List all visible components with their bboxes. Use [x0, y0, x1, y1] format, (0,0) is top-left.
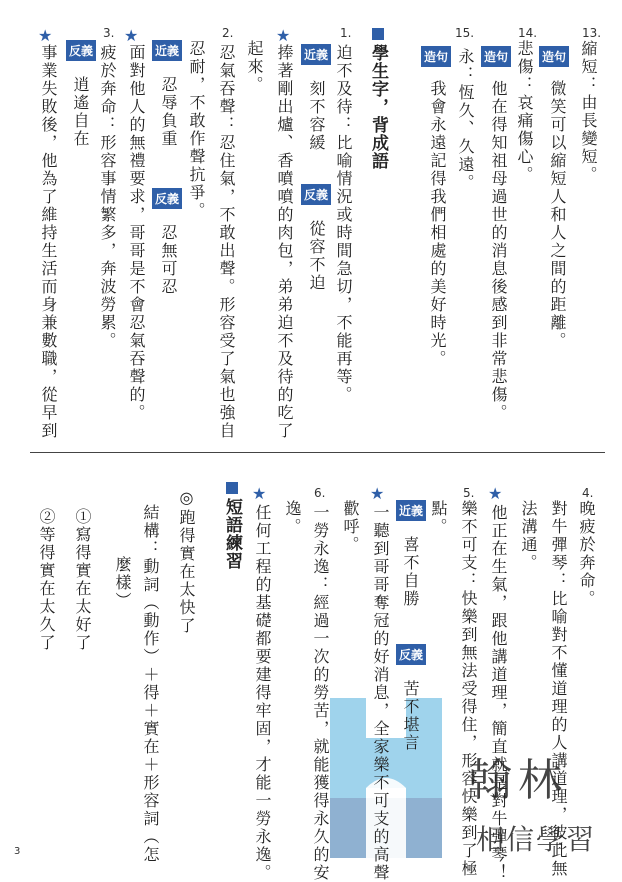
practice-item-2: ②等得實在太久了	[37, 508, 56, 652]
item-number: 14.	[518, 26, 538, 40]
entry-14-definition: 悲傷：哀痛傷心。	[515, 40, 534, 184]
entry-13-definition: 縮短：由長變短。	[579, 40, 598, 184]
example-tag: 造句	[481, 46, 511, 67]
entry-14-example: 他在得知祖母過世的消息後感到非常悲傷。	[489, 80, 508, 422]
entry-15-example: 我會永遠記得我們相處的美好時光。	[428, 80, 447, 368]
entry-1-synonym: 刻不容緩	[307, 80, 326, 152]
heading-square-icon	[372, 28, 384, 40]
practice-item-1: ①寫得實在太好了	[73, 508, 92, 652]
item-number: 3.	[103, 26, 115, 40]
entry-6-example: 任何工程的基礎都要建得牢固，才能一勞永逸。	[253, 504, 272, 882]
entry-13-example: 微笑可以縮短人和人之間的距離。	[548, 80, 567, 350]
antonym-tag: 反義	[152, 188, 182, 209]
example-tag: 造句	[421, 46, 451, 67]
entry-5-example: 一聽到哥哥奪冠的好消息，全家樂不可支的高聲	[371, 504, 390, 882]
item-number: 2.	[222, 26, 234, 40]
section-heading: 短語練習	[220, 482, 245, 570]
star-icon: ★	[124, 26, 139, 45]
phrase-structure: 結構：動詞（動作）＋得＋實在＋形容詞（怎	[141, 504, 160, 864]
entry-3-definition: 疲於奔命：形容事情繁多，奔波勞累。	[98, 44, 117, 350]
item-number: 13.	[582, 26, 602, 40]
entry-1-definition: 迫不及待：比喻情況或時間急切，不能再等。	[334, 44, 353, 404]
entry-2-antonym: 忍無可忍	[159, 224, 178, 296]
star-icon: ★	[38, 26, 53, 45]
page-number: 3	[14, 846, 21, 857]
phrase-example: ◎跑得實在太快了	[177, 488, 196, 635]
item-number: 4.	[582, 486, 594, 500]
entry-3-antonym: 逍遙自在	[71, 76, 90, 148]
entry-3-example-cont: 晚疲於奔命。	[577, 500, 596, 608]
entry-3-example: 事業失敗後，他為了維持生活而身兼數職，從早到	[39, 44, 58, 440]
heading-square-icon	[226, 482, 238, 494]
synonym-tag: 近義	[396, 500, 426, 521]
item-number: 6.	[314, 486, 326, 500]
section-heading: 學生字，背成語	[366, 28, 391, 170]
entry-5-antonym: 苦不堪言	[401, 680, 420, 752]
star-icon: ★	[370, 484, 385, 503]
entry-5-synonym: 喜不自勝	[401, 536, 420, 608]
entry-6-definition-cont: 逸。	[283, 500, 302, 536]
synonym-tag: 近義	[301, 44, 331, 65]
star-icon: ★	[488, 484, 503, 503]
entry-5-example-cont: 歡呼。	[341, 500, 360, 554]
entry-15-definition: 永：恆久、久遠。	[456, 48, 475, 192]
star-icon: ★	[276, 26, 291, 45]
entry-4-definition-cont: 法溝通。	[519, 500, 538, 572]
section-divider	[30, 452, 605, 453]
antonym-tag: 反義	[396, 644, 426, 665]
antonym-tag: 反義	[301, 184, 331, 205]
watermark-brand: 翰林	[468, 755, 568, 806]
example-tag: 造句	[539, 46, 569, 67]
entry-4-example: 他正在生氣，跟他講道理，簡直就是對牛彈琴！	[489, 504, 508, 882]
item-number: 1.	[340, 26, 352, 40]
item-number: 15.	[455, 26, 475, 40]
entry-2-example: 面對他人的無禮要求，哥哥是不會忍氣吞聲的。	[127, 44, 146, 422]
entry-1-example: 捧著剛出爐、香噴噴的肉包，弟弟迫不及待的吃了	[275, 44, 294, 440]
synonym-tag: 近義	[152, 40, 182, 61]
watermark-slogan: 相信學習	[476, 823, 597, 856]
entry-2-synonym: 忍辱負重	[159, 76, 178, 148]
phrase-structure-cont: 麼樣）	[113, 556, 132, 610]
entry-2-definition: 忍氣吞聲：忍住氣，不敢出聲。形容受了氣也強自	[217, 44, 236, 440]
star-icon: ★	[252, 484, 267, 503]
entry-1-example-cont: 起來。	[245, 40, 264, 94]
entry-5-definition-cont: 點。	[429, 500, 448, 536]
entry-6-definition: 一勞永逸：經過一次的勞苦，就能獲得永久的安	[311, 504, 330, 882]
entry-1-antonym: 從容不迫	[307, 220, 326, 292]
entry-4-definition: 對牛彈琴：比喻對不懂道理的人講道理，彼此無	[549, 500, 568, 878]
entry-2-definition-cont: 忍耐，不敢作聲抗爭。	[187, 40, 206, 220]
entry-5-definition: 樂不可支：快樂到無法受得住，形容快樂到了極	[459, 500, 478, 878]
item-number: 5.	[463, 486, 475, 500]
antonym-tag: 反義	[66, 40, 96, 61]
